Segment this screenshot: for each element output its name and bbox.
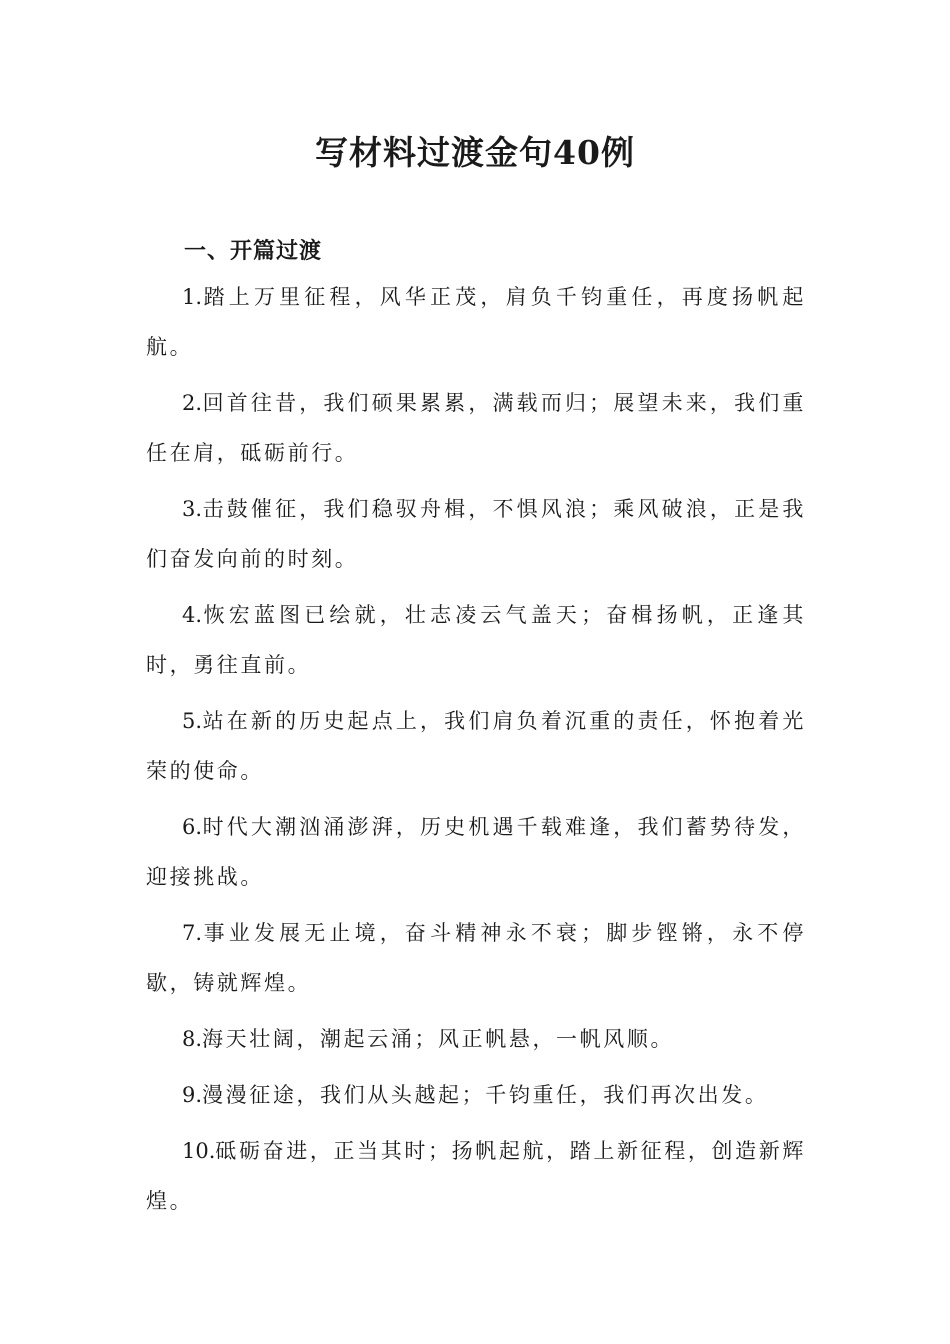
item-text: 恢宏蓝图已绘就，壮志凌云气盖天；奋楫扬帆，正逢其时，勇往直前。 [146,603,806,677]
item-text: 站在新的历史起点上，我们肩负着沉重的责任，怀抱着光荣的使命。 [146,709,806,783]
item-number: 10. [182,1139,216,1163]
item-number: 9. [182,1083,203,1107]
item-number: 5. [182,709,203,733]
item-text: 砥砺奋进，正当其时；扬帆起航，踏上新征程，创造新辉煌。 [146,1139,806,1213]
item-text: 事业发展无止境，奋斗精神永不衰；脚步铿锵，永不停歇，铸就辉煌。 [146,921,806,995]
quote-item-2 [146,378,806,478]
item-number: 6. [182,815,203,839]
item-number: 3. [182,497,203,521]
quote-list [146,272,806,1226]
section-heading: 一、开篇过渡 [184,238,323,264]
item-text: 回首往昔，我们硕果累累，满载而归；展望未来，我们重任在肩，砥砺前行。 [146,391,806,465]
item-number: 1. [182,285,203,309]
item-text: 漫漫征途，我们从头越起；千钧重任，我们再次出发。 [202,1083,769,1107]
quote-item-10 [146,1126,806,1226]
quote-item-1 [146,272,806,372]
item-number: 8. [182,1027,203,1051]
item-text: 击鼓催征，我们稳驭舟楫，不惧风浪；乘风破浪，正是我们奋发向前的时刻。 [146,497,806,571]
item-number: 7. [182,921,203,945]
item-number: 4. [182,603,203,627]
item-text: 时代大潮汹涌澎湃，历史机遇千载难逢，我们蓄势待发，迎接挑战。 [146,815,806,889]
quote-item-5 [146,696,806,796]
quote-item-4 [146,590,806,690]
quote-item-3 [146,484,806,584]
item-text: 海天壮阔，潮起云涌；风正帆悬，一帆风顺。 [202,1027,675,1051]
quote-item-6 [146,802,806,902]
item-number: 2. [182,391,203,415]
item-text: 踏上万里征程，风华正茂，肩负千钧重任，再度扬帆起航。 [146,285,806,359]
quote-item-8 [146,1014,806,1064]
document-content [146,230,806,1232]
document-title: 写材料过渡金句40例 [315,133,635,172]
quote-item-9 [146,1070,806,1120]
quote-item-7 [146,908,806,1008]
